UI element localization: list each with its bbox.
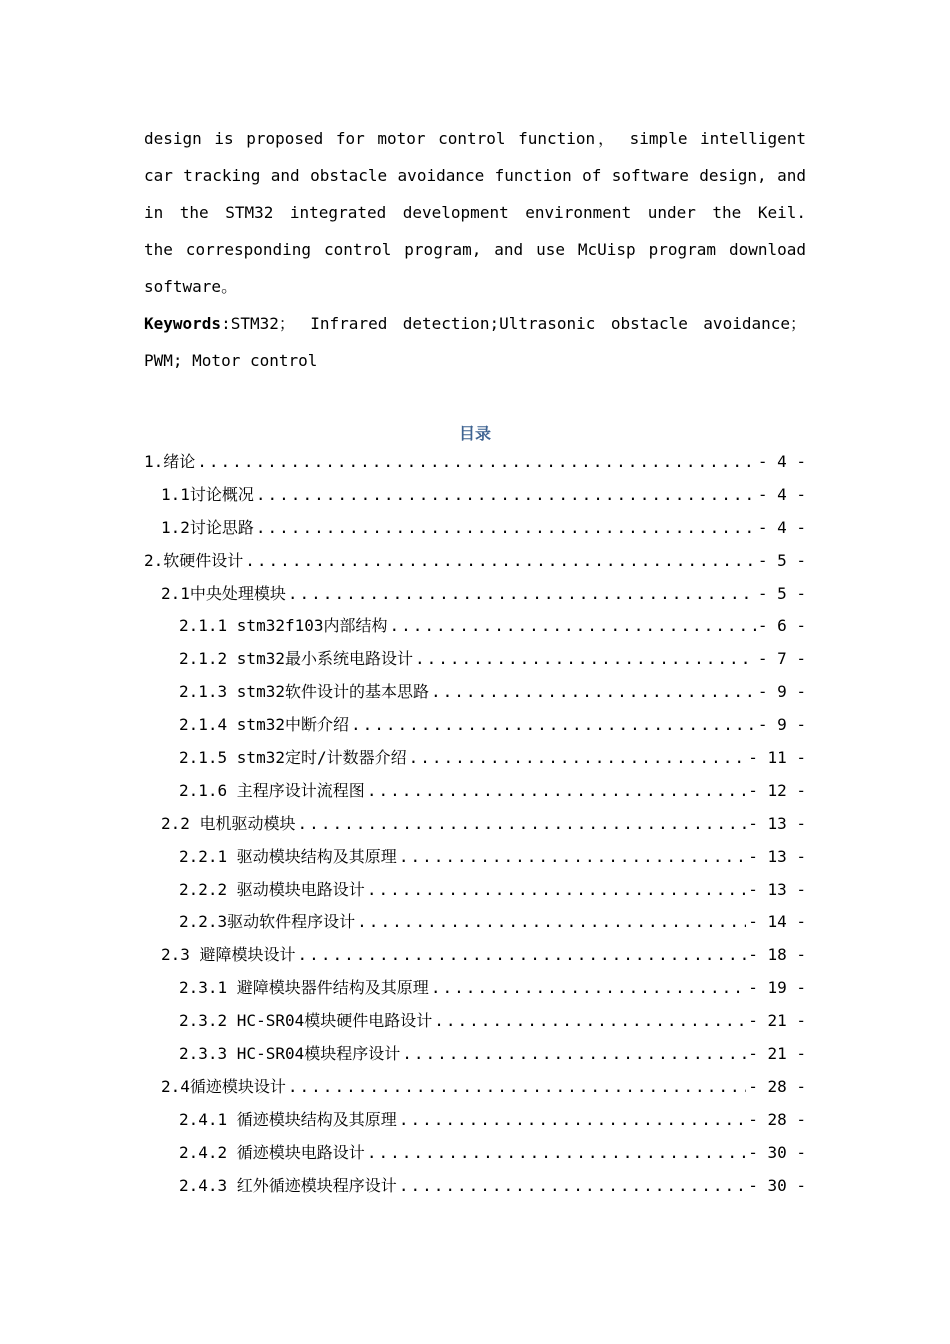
toc-leader-dots [402, 1038, 746, 1071]
toc-entry-label: 2.1.6 主程序设计流程图 [179, 780, 365, 800]
toc-leader-dots [399, 841, 746, 874]
toc-leader-dots [197, 446, 756, 479]
toc-entry-label: 2.2.1 驱动模块结构及其原理 [179, 846, 397, 866]
toc-leader-dots [256, 479, 756, 512]
toc-entry[interactable] [144, 676, 806, 709]
toc-entry-label: 1.绪论 [144, 452, 196, 471]
toc-entry[interactable] [144, 1137, 806, 1170]
toc-entry[interactable] [144, 545, 806, 578]
toc-entry[interactable] [144, 479, 806, 512]
toc-entry-label: 2.3.1 避障模块器件结构及其原理 [179, 978, 429, 998]
toc-entry-label: 2.1.2 stm32最小系统电路设计 [179, 649, 413, 669]
toc-leader-dots [409, 742, 747, 775]
toc-entry-page: - 13 - [748, 813, 806, 833]
toc-entry[interactable] [144, 972, 806, 1005]
toc-entry-page: - 13 - [748, 846, 806, 866]
toc-entry[interactable] [144, 446, 806, 479]
toc-leader-dots [399, 1104, 746, 1137]
toc-leader-dots [245, 545, 756, 578]
toc-entry-label: 2.4循迹模块设计 [161, 1076, 286, 1096]
toc-entry-label: 2.1.1 stm32f103内部结构 [179, 616, 388, 636]
toc-leader-dots [298, 939, 747, 972]
toc-leader-dots [390, 610, 756, 643]
toc-entry[interactable] [144, 709, 806, 742]
toc-leader-dots [256, 512, 756, 545]
toc-entry-page: - 9 - [757, 715, 806, 735]
toc-entry-label: 2.1.3 stm32软件设计的基本思路 [179, 682, 429, 702]
keywords-label: Keywords [144, 314, 222, 333]
toc-entry[interactable] [144, 1005, 806, 1038]
keywords-line-continued: PWM; Motor control [144, 351, 318, 370]
toc-leader-dots [399, 1170, 746, 1203]
abstract-line: software。 [144, 277, 238, 296]
toc-leader-dots [357, 906, 746, 939]
abstract-section [144, 120, 806, 379]
toc-entry[interactable] [144, 643, 806, 676]
abstract-line: in the STM32 integrated development environment under the Keil. [144, 203, 806, 222]
toc-entry-page: - 6 - [757, 616, 806, 636]
toc-entry[interactable] [144, 1170, 806, 1203]
toc-entry-label: 1.1讨论概况 [161, 484, 254, 504]
toc-entry-page: - 28 - [748, 1109, 806, 1129]
keywords-text: :STM32； Infrared detection;Ultrasonic obstacle avoidance； [221, 314, 806, 333]
toc-entry[interactable] [144, 939, 806, 972]
toc-entry-label: 2.1.4 stm32中断介绍 [179, 715, 349, 735]
toc-entry[interactable] [144, 841, 806, 874]
toc-entry-page: - 13 - [748, 879, 806, 899]
toc-entry-page: - 5 - [757, 583, 806, 603]
toc-leader-dots [288, 1071, 746, 1104]
toc-entry[interactable] [144, 906, 806, 939]
toc-entry-page: - 28 - [748, 1076, 806, 1096]
toc-entry[interactable] [144, 512, 806, 545]
toc-leader-dots [415, 643, 756, 676]
toc-entry-label: 2.3.3 HC-SR04模块程序设计 [179, 1044, 401, 1064]
toc-entry-page: - 11 - [748, 748, 806, 768]
toc-entry-page: - 19 - [748, 978, 806, 998]
toc-entry[interactable] [144, 610, 806, 643]
toc-entry-label: 2.1.5 stm32定时/计数器介绍 [179, 748, 407, 768]
toc-entry-label: 2.软硬件设计 [144, 550, 244, 570]
toc-entry[interactable] [144, 775, 806, 808]
abstract-line: the corresponding control program, and use McUisp program download [144, 240, 806, 259]
toc-leader-dots [367, 1137, 746, 1170]
toc-entry-label: 2.1中央处理模块 [161, 583, 286, 603]
toc-entry-label: 2.2.3驱动软件程序设计 [179, 912, 356, 932]
toc-entry[interactable] [144, 808, 806, 841]
toc-entry[interactable] [144, 1104, 806, 1137]
toc-entry-label: 2.4.1 循迹模块结构及其原理 [179, 1109, 397, 1129]
toc-entry[interactable] [144, 578, 806, 611]
toc-entry-page: - 7 - [757, 649, 806, 669]
toc-entry[interactable] [144, 1071, 806, 1104]
toc-leader-dots [434, 1005, 746, 1038]
toc-entry-page: - 18 - [748, 945, 806, 965]
toc-entry[interactable] [144, 742, 806, 775]
toc-entry-label: 2.2.2 驱动模块电路设计 [179, 879, 365, 899]
toc-entry-page: - 30 - [748, 1142, 806, 1162]
toc-entry-page: - 9 - [757, 682, 806, 702]
toc-entry-label: 2.2 电机驱动模块 [161, 813, 296, 833]
toc-leader-dots [431, 972, 746, 1005]
toc-entry-label: 2.3.2 HC-SR04模块硬件电路设计 [179, 1011, 433, 1031]
toc-entry-page: - 5 - [757, 550, 806, 570]
toc-entry-page: - 14 - [748, 912, 806, 932]
toc-leader-dots [288, 578, 756, 611]
toc-entry-label: 2.3 避障模块设计 [161, 945, 296, 965]
toc-leader-dots [298, 808, 747, 841]
toc-entry-page: - 30 - [748, 1175, 806, 1195]
toc-leader-dots [367, 874, 746, 907]
abstract-line: car tracking and obstacle avoidance function of software design, and [144, 166, 806, 185]
toc-entry-page: - 12 - [748, 780, 806, 800]
toc-leader-dots [431, 676, 756, 709]
toc-entry-page: - 21 - [748, 1044, 806, 1064]
toc-entry-label: 1.2讨论思路 [161, 517, 254, 537]
toc-entry-label: 2.4.3 红外循迹模块程序设计 [179, 1175, 397, 1195]
keywords-line [144, 305, 806, 342]
toc-entry-page: - 4 - [757, 517, 806, 537]
toc-entry-page: - 4 - [757, 484, 806, 504]
table-of-contents [144, 446, 806, 1202]
toc-entry-page: - 4 - [757, 452, 806, 471]
toc-entry-label: 2.4.2 循迹模块电路设计 [179, 1142, 365, 1162]
toc-leader-dots [351, 709, 756, 742]
abstract-line: design is proposed for motor control function， simple intelligent [144, 129, 806, 148]
toc-entry[interactable] [144, 874, 806, 907]
toc-leader-dots [367, 775, 746, 808]
toc-entry-page: - 21 - [748, 1011, 806, 1031]
toc-entry[interactable] [144, 1038, 806, 1071]
toc-title: 目录 [458, 424, 491, 443]
